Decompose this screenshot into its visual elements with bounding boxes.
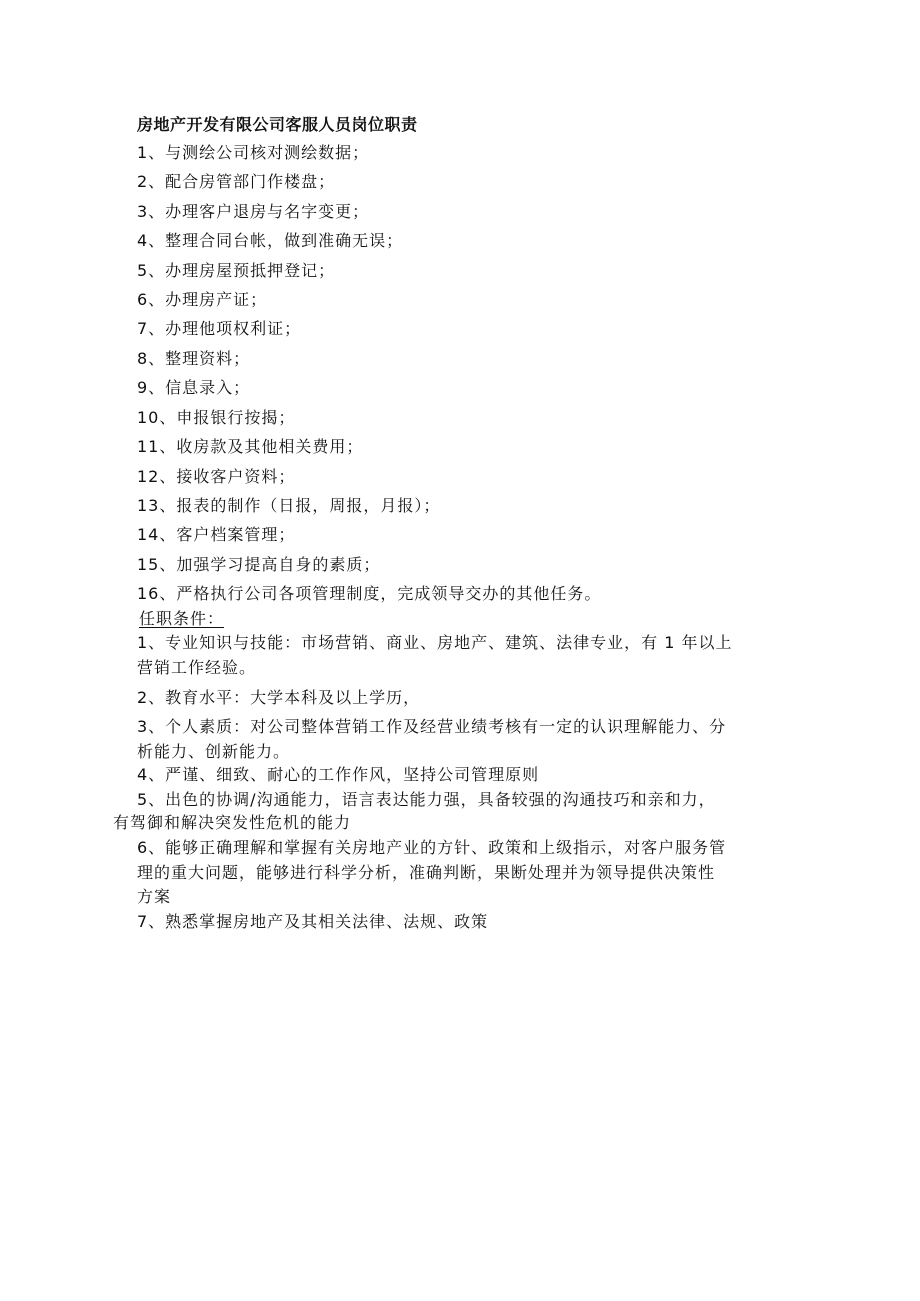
duty-item: 14、客户档案管理；: [137, 525, 296, 544]
requirement-item-line: 6、能够正确理解和掌握有关房地产业的方针、政策和上级指示，对客户服务管: [137, 838, 727, 857]
duty-item: 3、办理客户退房与名字变更；: [137, 202, 370, 221]
duty-item: 9、信息录入；: [137, 378, 251, 397]
requirement-item-line: 析能力、创新能力。: [137, 742, 291, 761]
duty-item: 16、严格执行公司各项管理制度，完成领导交办的其他任务。: [137, 584, 602, 603]
requirement-item-line: 有驾御和解决突发性危机的能力: [113, 813, 352, 832]
duty-item: 6、办理房产证；: [137, 290, 268, 309]
document-title: 房地产开发有限公司客服人员岗位职责: [137, 115, 418, 134]
duty-item: 1、与测绘公司核对测绘数据；: [137, 143, 370, 162]
requirement-item-line: 方案: [137, 887, 172, 906]
requirement-item-line: 2、教育水平：大学本科及以上学历，: [137, 688, 421, 707]
duty-item: 7、办理他项权利证；: [137, 319, 302, 338]
duty-item: 11、收房款及其他相关费用；: [137, 437, 364, 456]
duty-item: 12、接收客户资料；: [137, 467, 296, 486]
duty-item: 15、加强学习提高自身的素质；: [137, 555, 381, 574]
duty-item: 8、整理资料；: [137, 349, 251, 368]
requirement-item-line: 1、专业知识与技能：市场营销、商业、房地产、建筑、法律专业，有 1 年以上: [137, 633, 733, 652]
requirement-item-line: 理的重大问题，能够进行科学分析，准确判断，果断处理并为领导提供决策性: [137, 863, 716, 882]
duty-item: 13、报表的制作（日报，周报，月报）；: [137, 496, 441, 515]
requirement-item-line: 4、严谨、细致、耐心的工作作风，坚持公司管理原则: [137, 765, 540, 784]
duty-item: 5、办理房屋预抵押登记；: [137, 261, 336, 280]
requirements-heading: 任职条件：: [139, 609, 225, 628]
requirement-item-line: 7、熟悉掌握房地产及其相关法律、法规、政策: [137, 912, 489, 931]
requirement-item-line: 3、个人素质：对公司整体营销工作及经营业绩考核有一定的认识理解能力、分: [137, 717, 727, 736]
requirement-item-line: 5、出色的协调/沟通能力，语言表达能力强，具备较强的沟通技巧和亲和力，: [137, 790, 716, 809]
duty-item: 2、配合房管部门作楼盘；: [137, 172, 336, 191]
requirement-item-line: 营销工作经验。: [137, 658, 257, 677]
duty-item: 10、申报银行按揭；: [137, 408, 296, 427]
duty-item: 4、整理合同台帐，做到准确无误；: [137, 231, 404, 250]
